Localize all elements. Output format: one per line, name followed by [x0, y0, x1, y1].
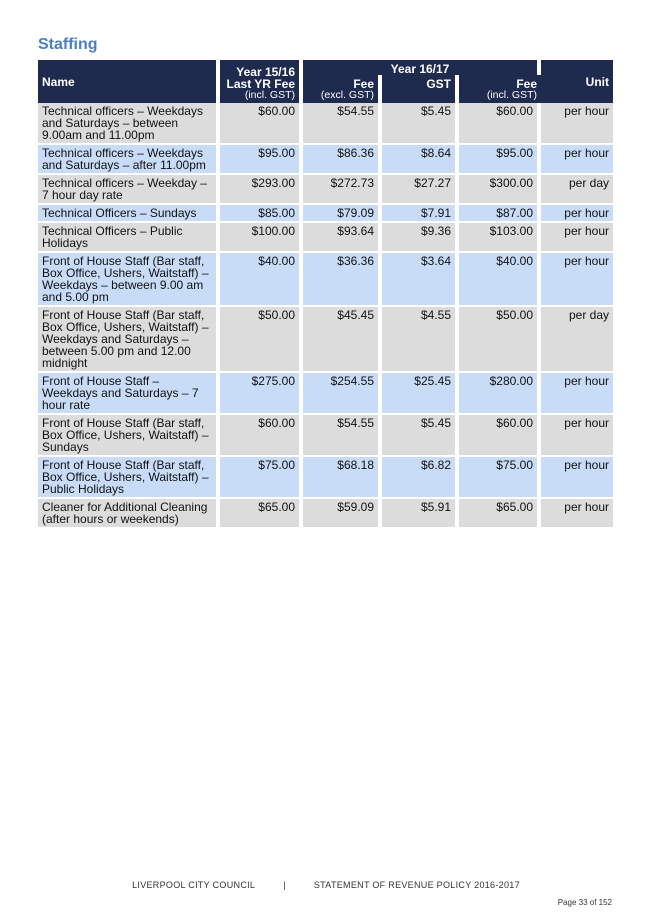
- header-last-yr-fee: Last YR Fee: [226, 77, 295, 91]
- table-row: [38, 145, 613, 175]
- cell-gst: $5.91: [382, 499, 459, 529]
- header-gst: [382, 75, 459, 103]
- cell-unit: per hour: [541, 103, 613, 145]
- cell-fee-excl-gst: $36.36: [303, 253, 382, 307]
- page-number: Page 33 of 152: [557, 898, 612, 907]
- footer-doc-title: STATEMENT OF REVENUE POLICY 2016-2017: [313, 880, 520, 890]
- table-row: [38, 223, 613, 253]
- footer-separator: |: [283, 880, 286, 890]
- cell-last-year-fee: $85.00: [220, 205, 303, 223]
- cell-name: Technical officers – Weekdays and Saturdays – between 9.00am and 11.00pm: [38, 103, 220, 145]
- cell-fee-incl-gst: $87.00: [459, 205, 541, 223]
- table-header-row: [38, 60, 613, 75]
- cell-unit: per hour: [541, 499, 613, 529]
- table-row: [38, 175, 613, 205]
- cell-name: Front of House Staff – Weekdays and Saturdays – 7 hour rate: [38, 373, 220, 415]
- cell-name: Technical officers – Weekdays and Saturdays – after 11.00pm: [38, 145, 220, 175]
- cell-name: Technical Officers – Sundays: [38, 205, 220, 223]
- cell-fee-excl-gst: $86.36: [303, 145, 382, 175]
- table-row: [38, 457, 613, 499]
- cell-last-year-fee: $293.00: [220, 175, 303, 205]
- cell-last-year-fee: $75.00: [220, 457, 303, 499]
- cell-name: Front of House Staff (Bar staff, Box Office, Ushers, Waitstaff) – Weekdays and Saturdays – between 5.00 pm and 12.00 midnight: [38, 307, 220, 373]
- cell-last-year-fee: $40.00: [220, 253, 303, 307]
- cell-last-year-fee: $100.00: [220, 223, 303, 253]
- cell-last-year-fee: $275.00: [220, 373, 303, 415]
- cell-fee-excl-gst: $68.18: [303, 457, 382, 499]
- cell-last-year-fee: $50.00: [220, 307, 303, 373]
- cell-gst: $6.82: [382, 457, 459, 499]
- cell-gst: $7.91: [382, 205, 459, 223]
- header-year-curr: Year 16/17: [303, 60, 541, 75]
- header-last-year-fee: [220, 60, 303, 103]
- cell-gst: $8.64: [382, 145, 459, 175]
- cell-last-year-fee: $95.00: [220, 145, 303, 175]
- page-title: Staffing: [38, 36, 98, 53]
- cell-last-year-fee: $60.00: [220, 103, 303, 145]
- cell-gst: $27.27: [382, 175, 459, 205]
- table-row: [38, 373, 613, 415]
- table-row: [38, 253, 613, 307]
- header-fee-excl-note: (excl. GST): [320, 89, 374, 101]
- cell-fee-excl-gst: $272.73: [303, 175, 382, 205]
- table-row: [38, 103, 613, 145]
- header-fee-incl-note: (incl. GST): [486, 89, 537, 101]
- cell-fee-excl-gst: $254.55: [303, 373, 382, 415]
- fees-table: [38, 60, 613, 529]
- header-last-yr-fee-note: (incl. GST): [244, 89, 295, 101]
- cell-fee-incl-gst: $40.00: [459, 253, 541, 307]
- cell-name: Front of House Staff (Bar staff, Box Office, Ushers, Waitstaff) – Public Holidays: [38, 457, 220, 499]
- header-fee-excl-label: Fee: [353, 77, 374, 91]
- cell-gst: $3.64: [382, 253, 459, 307]
- header-year-prev: Year 15/16: [236, 65, 295, 79]
- cell-unit: per hour: [541, 373, 613, 415]
- cell-name: Technical officers – Weekday – 7 hour day rate: [38, 175, 220, 205]
- cell-fee-excl-gst: $54.55: [303, 415, 382, 457]
- header-fee-incl: [459, 75, 541, 103]
- table-row: [38, 415, 613, 457]
- cell-fee-excl-gst: $59.09: [303, 499, 382, 529]
- cell-last-year-fee: $65.00: [220, 499, 303, 529]
- cell-fee-incl-gst: $60.00: [459, 103, 541, 145]
- cell-unit: per hour: [541, 253, 613, 307]
- table-row: [38, 499, 613, 529]
- fee-rows: [38, 103, 613, 529]
- cell-fee-incl-gst: $280.00: [459, 373, 541, 415]
- cell-name: Technical Officers – Public Holidays: [38, 223, 220, 253]
- cell-unit: per hour: [541, 223, 613, 253]
- cell-gst: $9.36: [382, 223, 459, 253]
- cell-fee-incl-gst: $95.00: [459, 145, 541, 175]
- cell-gst: $5.45: [382, 103, 459, 145]
- header-fee-incl-label: Fee: [516, 77, 537, 91]
- table-row: [38, 205, 613, 223]
- cell-fee-incl-gst: $60.00: [459, 415, 541, 457]
- cell-unit: per hour: [541, 145, 613, 175]
- cell-gst: $25.45: [382, 373, 459, 415]
- header-unit: Unit: [541, 60, 613, 103]
- header-gst-label: GST: [426, 77, 451, 91]
- cell-unit: per day: [541, 307, 613, 373]
- header-fee-excl: [303, 75, 382, 103]
- cell-fee-excl-gst: $79.09: [303, 205, 382, 223]
- header-name: Name: [38, 60, 220, 103]
- cell-unit: per hour: [541, 415, 613, 457]
- cell-fee-incl-gst: $103.00: [459, 223, 541, 253]
- cell-fee-incl-gst: $65.00: [459, 499, 541, 529]
- footer: [0, 880, 652, 890]
- cell-unit: per hour: [541, 457, 613, 499]
- cell-gst: $4.55: [382, 307, 459, 373]
- cell-fee-incl-gst: $75.00: [459, 457, 541, 499]
- cell-last-year-fee: $60.00: [220, 415, 303, 457]
- cell-fee-excl-gst: $54.55: [303, 103, 382, 145]
- cell-gst: $5.45: [382, 415, 459, 457]
- footer-org: LIVERPOOL CITY COUNCIL: [132, 880, 256, 890]
- cell-name: Front of House Staff (Bar staff, Box Office, Ushers, Waitstaff) – Sundays: [38, 415, 220, 457]
- cell-name: Front of House Staff (Bar staff, Box Office, Ushers, Waitstaff) – Weekdays – between 9.00 am and 5.00 pm: [38, 253, 220, 307]
- cell-fee-excl-gst: $93.64: [303, 223, 382, 253]
- cell-fee-incl-gst: $300.00: [459, 175, 541, 205]
- cell-fee-excl-gst: $45.45: [303, 307, 382, 373]
- cell-unit: per hour: [541, 205, 613, 223]
- table-row: [38, 307, 613, 373]
- cell-name: Cleaner for Additional Cleaning (after hours or weekends): [38, 499, 220, 529]
- cell-fee-incl-gst: $50.00: [459, 307, 541, 373]
- cell-unit: per day: [541, 175, 613, 205]
